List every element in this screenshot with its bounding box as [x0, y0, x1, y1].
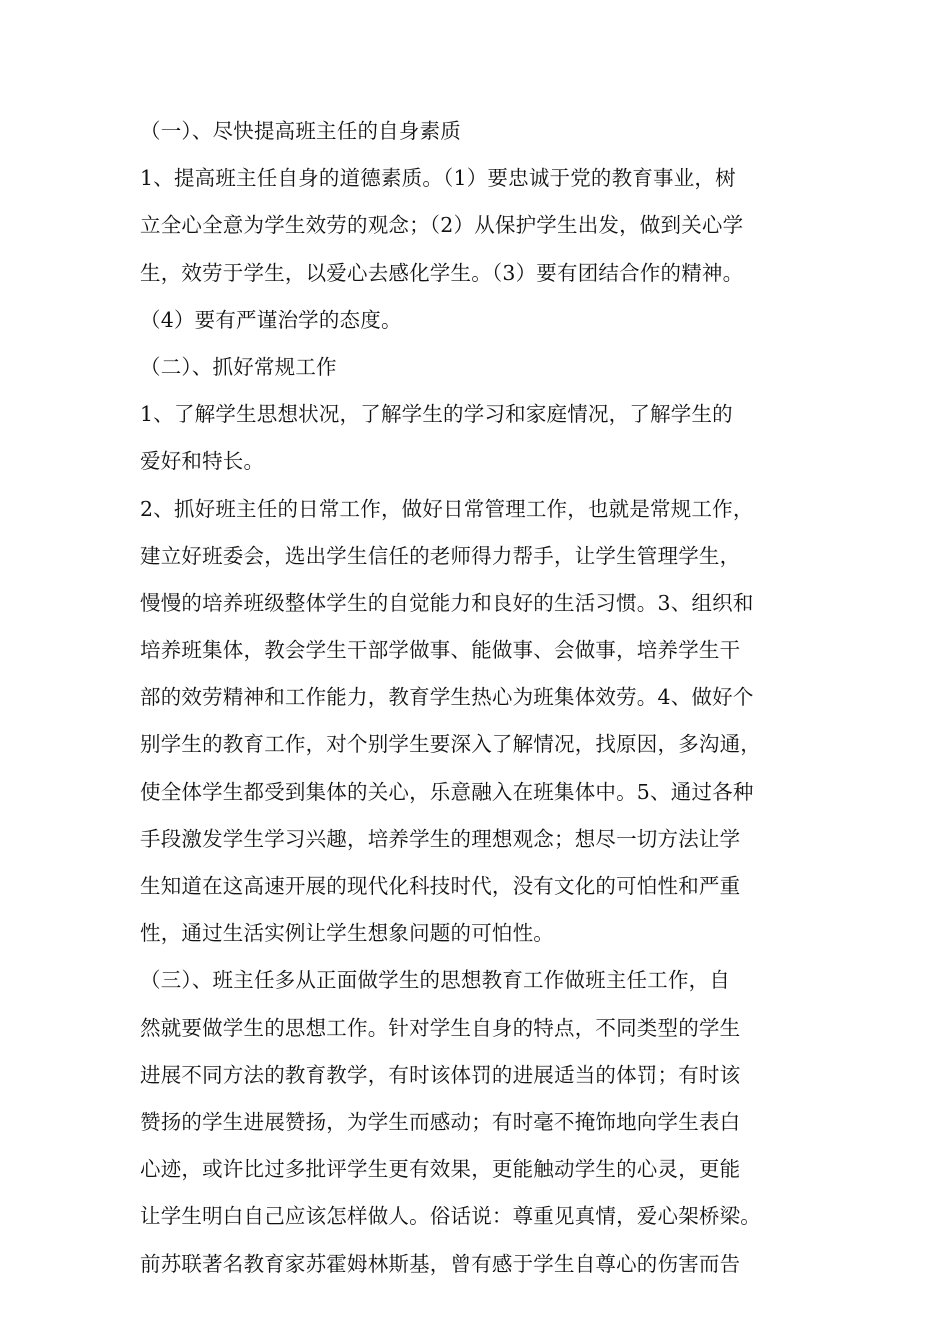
text-line: 爱好和特长。 — [140, 449, 265, 474]
text-line: 慢慢的培养班级整体学生的自觉能力和良好的生活习惯。3、组织和 — [140, 590, 754, 615]
text-line: 培养班集体，教会学生干部学做事、能做事、会做事，培养学生干 — [140, 638, 741, 663]
text-line: 心迹，或许比过多批评学生更有效果，更能触动学生的心灵，更能 — [140, 1157, 741, 1182]
text-line: 让学生明白自己应该怎样做人。俗话说：尊重见真情，爱心架桥梁。 — [140, 1204, 761, 1229]
text-line: 1、了解学生思想状况，了解学生的学习和家庭情况，了解学生的 — [140, 402, 733, 427]
text-line: 2、抓好班主任的日常工作，做好日常管理工作，也就是常规工作， — [140, 496, 754, 521]
text-line: 建立好班委会，选出学生信任的老师得力帮手，让学生管理学生， — [140, 543, 741, 568]
text-line: 使全体学生都受到集体的关心，乐意融入在班集体中。5、通过各种 — [140, 779, 754, 804]
text-line: 赞扬的学生进展赞扬，为学生而感动；有时毫不掩饰地向学生表白 — [140, 1109, 741, 1134]
text-line: 别学生的教育工作，对个别学生要深入了解情况，找原因，多沟通， — [140, 732, 761, 757]
text-line: 手段激发学生学习兴趣，培养学生的理想观念；想尽一切方法让学 — [140, 826, 741, 851]
body-text — [140, 108, 810, 1288]
text-line: 部的效劳精神和工作能力，教育学生热心为班集体效劳。4、做好个 — [140, 685, 754, 710]
text-line: （一）、尽快提高班主任的自身素质 — [140, 119, 461, 143]
text-line: 前苏联著名教育家苏霍姆林斯基，曾有感于学生自尊心的伤害而告 — [140, 1251, 741, 1276]
text-line: 然就要做学生的思想工作。针对学生自身的特点，不同类型的学生 — [140, 1015, 741, 1040]
text-line: 生知道在这高速开展的现代化科技时代，没有文化的可怕性和严重 — [140, 874, 741, 898]
text-line: 生，效劳于学生，以爱心去感化学生。（3）要有团结合作的精神。 — [140, 260, 744, 285]
text-line: （三）、班主任多从正面做学生的思想教育工作做班主任工作，自 — [140, 968, 731, 993]
text-line: 立全心全意为学生效劳的观念；（2）从保护学生出发，做到关心学 — [140, 213, 744, 238]
text-line: （4）要有严谨治学的态度。 — [140, 307, 402, 332]
text-line: 进展不同方法的教育教学，有时该体罚的进展适当的体罚；有时该 — [140, 1062, 741, 1087]
text-line: 1、提高班主任自身的道德素质。（1）要忠诚于党的教育事业，树 — [140, 166, 736, 191]
text-line: 性，通过生活实例让学生想象问题的可怕性。 — [140, 921, 554, 946]
text-line: （二）、抓好常规工作 — [140, 354, 337, 379]
